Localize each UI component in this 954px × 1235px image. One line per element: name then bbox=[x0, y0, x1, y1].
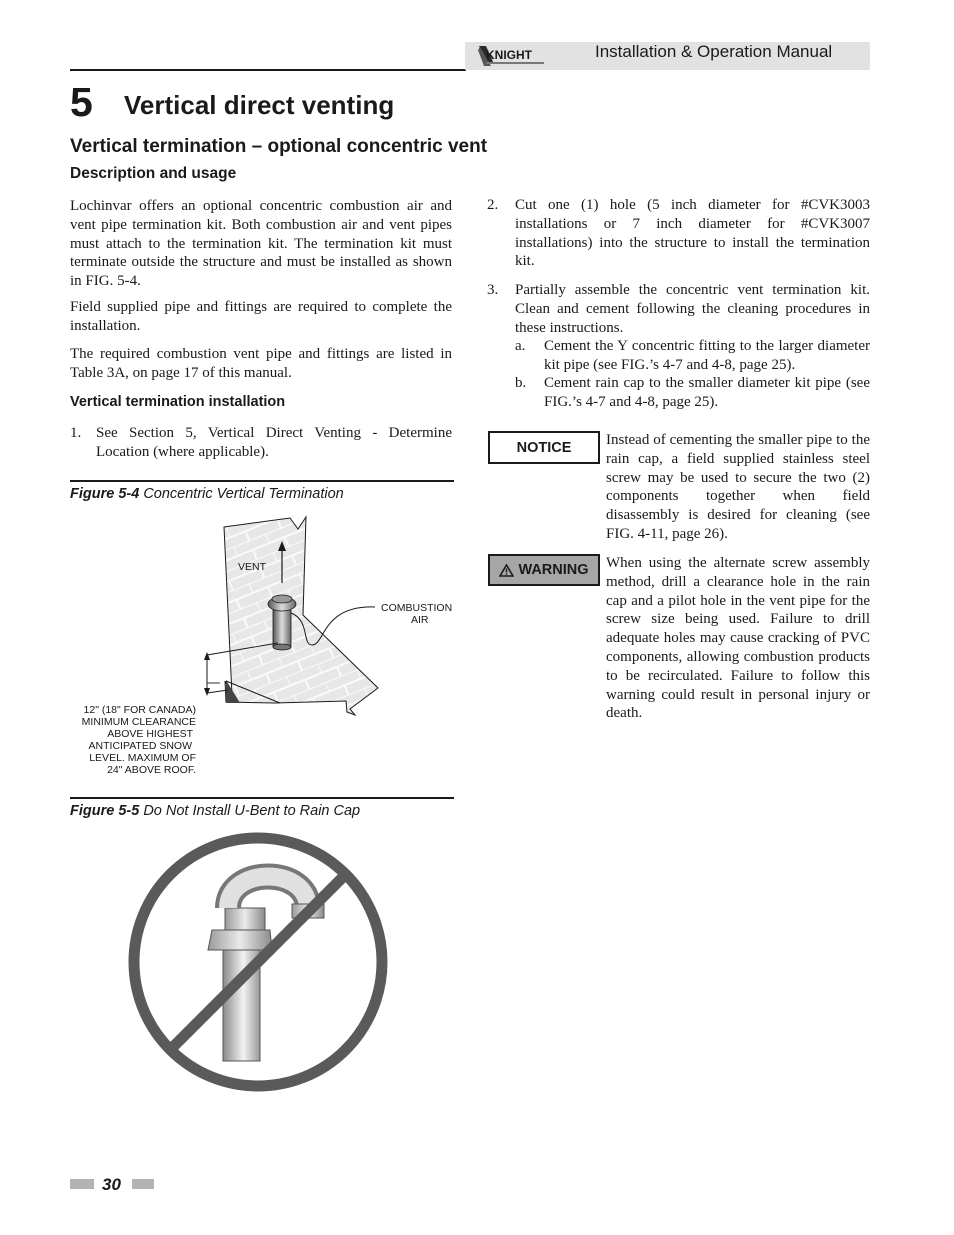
warning-label bbox=[488, 554, 600, 586]
figure-number: Figure 5-4 bbox=[70, 486, 140, 502]
combustion-label: AIR bbox=[411, 614, 429, 626]
figure-title: Do Not Install U-Bent to Rain Cap bbox=[143, 803, 361, 819]
substep-letter: a. bbox=[515, 338, 526, 354]
figure-rule bbox=[70, 480, 454, 482]
section-title: Vertical direct venting bbox=[124, 90, 395, 120]
substep-text: Cement the Y concentric fitting to the larger diameter kit pipe (see FIG.’s 4-7 and 4-8, page 25). bbox=[544, 338, 870, 373]
combustion-label: COMBUSTION bbox=[381, 602, 453, 614]
warning-text: When using the alternate screw assembly method, drill a clearance hole in the rain cap and a pilot hole in the vent pipe for the screw size being used. Failure to drill adequate holes may cause cracking of PVC components, allowing combustion products to be recirculated. Failure to follow this warning could result in personal injury or death. bbox=[606, 555, 870, 722]
figure-title: Concentric Vertical Termination bbox=[143, 486, 344, 502]
concentric-termination-diagram bbox=[70, 505, 454, 790]
vent-label: VENT bbox=[238, 561, 267, 573]
figure-rule bbox=[70, 797, 454, 799]
section-number: 5 bbox=[70, 79, 93, 125]
vent-pipe bbox=[273, 610, 291, 647]
subheading: Vertical termination – optional concentric vent bbox=[70, 136, 488, 157]
manual-title: Installation & Operation Manual bbox=[595, 42, 833, 61]
step-text: Cut one (1) hole (5 inch diameter for #CVK3003 installations or 7 inch diameter for #CVK3007 installations) into the structure to install the termination kit. bbox=[515, 197, 870, 270]
step-text: Partially assemble the concentric vent termination kit. Clean and cement following the cleaning procedures in these instructions. bbox=[515, 282, 870, 336]
footer-bar bbox=[70, 1179, 94, 1189]
page-number: 30 bbox=[102, 1175, 121, 1194]
paragraph: Lochinvar offers an optional concentric combustion air and vent pipe termination kit. Both combustion air and vent pipes must attach to the termination kit. The termination kit must terminate outside the structure and must be installed as shown in FIG. 5-4. bbox=[70, 198, 452, 290]
footer-bar bbox=[132, 1179, 154, 1189]
knight-logo bbox=[476, 42, 552, 70]
step-text: See Section 5, Vertical Direct Venting - Determine Location (where applicable). bbox=[96, 425, 452, 460]
clearance-text-line: 24" ABOVE ROOF. bbox=[107, 764, 196, 776]
clearance-text-line: ABOVE HIGHEST bbox=[107, 728, 193, 740]
figure-caption bbox=[70, 802, 360, 820]
header-rule bbox=[70, 69, 466, 71]
no-u-bend-diagram bbox=[100, 826, 420, 1101]
notice-text: Instead of cementing the smaller pipe to the rain cap, a field supplied stainless steel screw may be used to secure the two (2) components together when field disassembly is desired for cleaning (see FIG. 4-11, page 26). bbox=[606, 432, 870, 542]
clearance-text-line: ANTICIPATED SNOW bbox=[88, 740, 192, 752]
step-number: 1. bbox=[70, 425, 82, 441]
logo-text: KNIGHT bbox=[486, 48, 532, 62]
clearance-text-line: MINIMUM CLEARANCE bbox=[81, 716, 196, 728]
warning-triangle-icon bbox=[499, 564, 514, 577]
step-number: 3. bbox=[487, 282, 499, 298]
step-number: 2. bbox=[487, 197, 499, 213]
description-heading: Description and usage bbox=[70, 165, 237, 182]
figure-caption bbox=[70, 485, 344, 503]
substep-letter: b. bbox=[515, 375, 527, 391]
substep-text: Cement rain cap to the smaller diameter kit pipe (see FIG.’s 4-7 and 4-8, page 25). bbox=[544, 375, 870, 410]
paragraph: Field supplied pipe and fittings are required to complete the installation. bbox=[70, 299, 452, 334]
clearance-text-line: LEVEL. MAXIMUM OF bbox=[89, 752, 196, 764]
installation-heading: Vertical termination installation bbox=[70, 394, 286, 410]
figure-number: Figure 5-5 bbox=[70, 803, 140, 819]
warning-label-text: WARNING bbox=[518, 562, 589, 578]
notice-label-text: NOTICE bbox=[516, 439, 572, 456]
clearance-text-line: 12" (18" FOR CANADA) bbox=[83, 704, 196, 716]
rain-cap bbox=[208, 930, 272, 950]
paragraph: The required combustion vent pipe and fittings are listed in Table 3A, on page 17 of this manual. bbox=[70, 346, 452, 381]
notice-label bbox=[488, 431, 600, 464]
